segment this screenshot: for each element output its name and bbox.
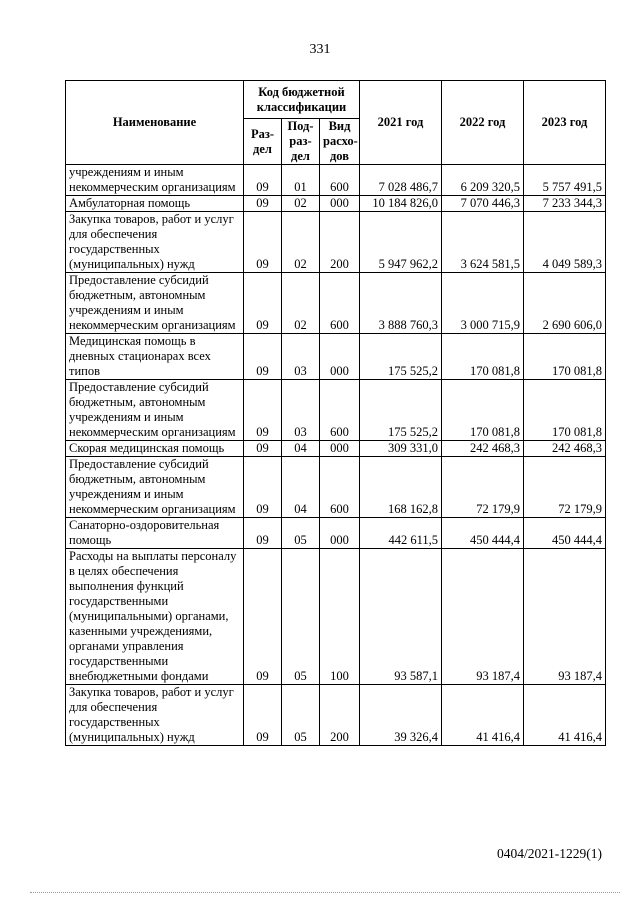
cell-vid: 000 xyxy=(320,334,360,380)
cell-y2022: 3 000 715,9 xyxy=(442,273,524,334)
cell-podrazdel: 04 xyxy=(282,441,320,457)
cell-razdel: 09 xyxy=(244,212,282,273)
cell-y2022: 3 624 581,5 xyxy=(442,212,524,273)
cell-y2023: 7 233 344,3 xyxy=(524,196,606,212)
table-row xyxy=(66,334,606,380)
cell-y2022: 41 416,4 xyxy=(442,685,524,746)
cell-podrazdel: 04 xyxy=(282,457,320,518)
cell-y2022: 170 081,8 xyxy=(442,380,524,441)
cell-y2023: 2 690 606,0 xyxy=(524,273,606,334)
cell-y2022: 242 468,3 xyxy=(442,441,524,457)
cell-podrazdel: 02 xyxy=(282,196,320,212)
cell-podrazdel: 05 xyxy=(282,549,320,685)
cell-vid: 600 xyxy=(320,165,360,196)
cell-razdel: 09 xyxy=(244,685,282,746)
cell-y2023: 170 081,8 xyxy=(524,334,606,380)
cell-y2022: 6 209 320,5 xyxy=(442,165,524,196)
cell-y2021: 175 525,2 xyxy=(360,380,442,441)
header-code-group: Код бюджетной классификации xyxy=(244,81,360,119)
cell-y2021: 309 331,0 xyxy=(360,441,442,457)
cell-vid: 600 xyxy=(320,273,360,334)
cell-razdel: 09 xyxy=(244,380,282,441)
cell-vid: 600 xyxy=(320,457,360,518)
table-row xyxy=(66,549,606,685)
cell-razdel: 09 xyxy=(244,518,282,549)
table-row xyxy=(66,196,606,212)
cell-y2021: 3 888 760,3 xyxy=(360,273,442,334)
cell-y2022: 450 444,4 xyxy=(442,518,524,549)
cell-y2021: 5 947 962,2 xyxy=(360,212,442,273)
header-2023: 2023 год xyxy=(524,81,606,165)
cell-razdel: 09 xyxy=(244,441,282,457)
cell-name: Амбулаторная помощь xyxy=(66,196,244,212)
cell-y2023: 93 187,4 xyxy=(524,549,606,685)
budget-table xyxy=(65,80,606,746)
cell-podrazdel: 02 xyxy=(282,273,320,334)
cell-y2021: 168 162,8 xyxy=(360,457,442,518)
cell-y2021: 39 326,4 xyxy=(360,685,442,746)
scan-noise-line xyxy=(30,892,620,895)
table-row xyxy=(66,165,606,196)
cell-vid: 000 xyxy=(320,441,360,457)
cell-podrazdel: 01 xyxy=(282,165,320,196)
cell-vid: 100 xyxy=(320,549,360,685)
cell-name: учреждениям и иным некоммерческим организациям xyxy=(66,165,244,196)
cell-name: Скорая медицинская помощь xyxy=(66,441,244,457)
cell-y2023: 41 416,4 xyxy=(524,685,606,746)
table-row xyxy=(66,685,606,746)
document-code: 0404/2021-1229(1) xyxy=(497,846,602,861)
cell-name: Закупка товаров, работ и услуг для обеспечения государственных (муниципальных) нужд xyxy=(66,212,244,273)
cell-podrazdel: 03 xyxy=(282,334,320,380)
cell-name: Предоставление субсидий бюджетным, автономным учреждениям и иным некоммерческим организациям xyxy=(66,273,244,334)
cell-y2023: 72 179,9 xyxy=(524,457,606,518)
table-body xyxy=(66,165,606,746)
cell-vid: 000 xyxy=(320,196,360,212)
table-row xyxy=(66,380,606,441)
cell-podrazdel: 05 xyxy=(282,518,320,549)
cell-y2021: 175 525,2 xyxy=(360,334,442,380)
cell-name: Закупка товаров, работ и услуг для обеспечения государственных (муниципальных) нужд xyxy=(66,685,244,746)
cell-y2021: 10 184 826,0 xyxy=(360,196,442,212)
table-row xyxy=(66,457,606,518)
cell-name: Санаторно-оздоровительная помощь xyxy=(66,518,244,549)
table-row xyxy=(66,441,606,457)
cell-name: Предоставление субсидий бюджетным, автономным учреждениям и иным некоммерческим организациям xyxy=(66,380,244,441)
cell-y2021: 93 587,1 xyxy=(360,549,442,685)
cell-name: Предоставление субсидий бюджетным, автономным учреждениям и иным некоммерческим организациям xyxy=(66,457,244,518)
cell-vid: 200 xyxy=(320,212,360,273)
header-razdel: Раз- дел xyxy=(244,119,282,165)
cell-y2023: 450 444,4 xyxy=(524,518,606,549)
table-row xyxy=(66,273,606,334)
cell-y2022: 93 187,4 xyxy=(442,549,524,685)
cell-name: Медицинская помощь в дневных стационарах всех типов xyxy=(66,334,244,380)
cell-y2023: 170 081,8 xyxy=(524,380,606,441)
cell-y2022: 170 081,8 xyxy=(442,334,524,380)
cell-razdel: 09 xyxy=(244,334,282,380)
cell-y2022: 72 179,9 xyxy=(442,457,524,518)
cell-y2023: 242 468,3 xyxy=(524,441,606,457)
cell-y2022: 7 070 446,3 xyxy=(442,196,524,212)
cell-vid: 200 xyxy=(320,685,360,746)
cell-vid: 000 xyxy=(320,518,360,549)
cell-vid: 600 xyxy=(320,380,360,441)
table-row xyxy=(66,212,606,273)
cell-y2021: 7 028 486,7 xyxy=(360,165,442,196)
cell-razdel: 09 xyxy=(244,549,282,685)
header-podrazdel: Под- раз- дел xyxy=(282,119,320,165)
page-number: 331 xyxy=(309,42,331,57)
cell-y2023: 5 757 491,5 xyxy=(524,165,606,196)
header-2022: 2022 год xyxy=(442,81,524,165)
cell-podrazdel: 02 xyxy=(282,212,320,273)
table-row xyxy=(66,518,606,549)
cell-y2021: 442 611,5 xyxy=(360,518,442,549)
header-2021: 2021 год xyxy=(360,81,442,165)
cell-y2023: 4 049 589,3 xyxy=(524,212,606,273)
cell-razdel: 09 xyxy=(244,273,282,334)
cell-razdel: 09 xyxy=(244,457,282,518)
header-name: Наименование xyxy=(66,81,244,165)
cell-razdel: 09 xyxy=(244,196,282,212)
cell-podrazdel: 03 xyxy=(282,380,320,441)
header-vid: Вид расхо- дов xyxy=(320,119,360,165)
cell-podrazdel: 05 xyxy=(282,685,320,746)
cell-name: Расходы на выплаты персоналу в целях обеспечения выполнения функций государственными (муниципальными) органами, казенными учреждениями, органами управления государственными внебюджетными фондами xyxy=(66,549,244,685)
cell-razdel: 09 xyxy=(244,165,282,196)
